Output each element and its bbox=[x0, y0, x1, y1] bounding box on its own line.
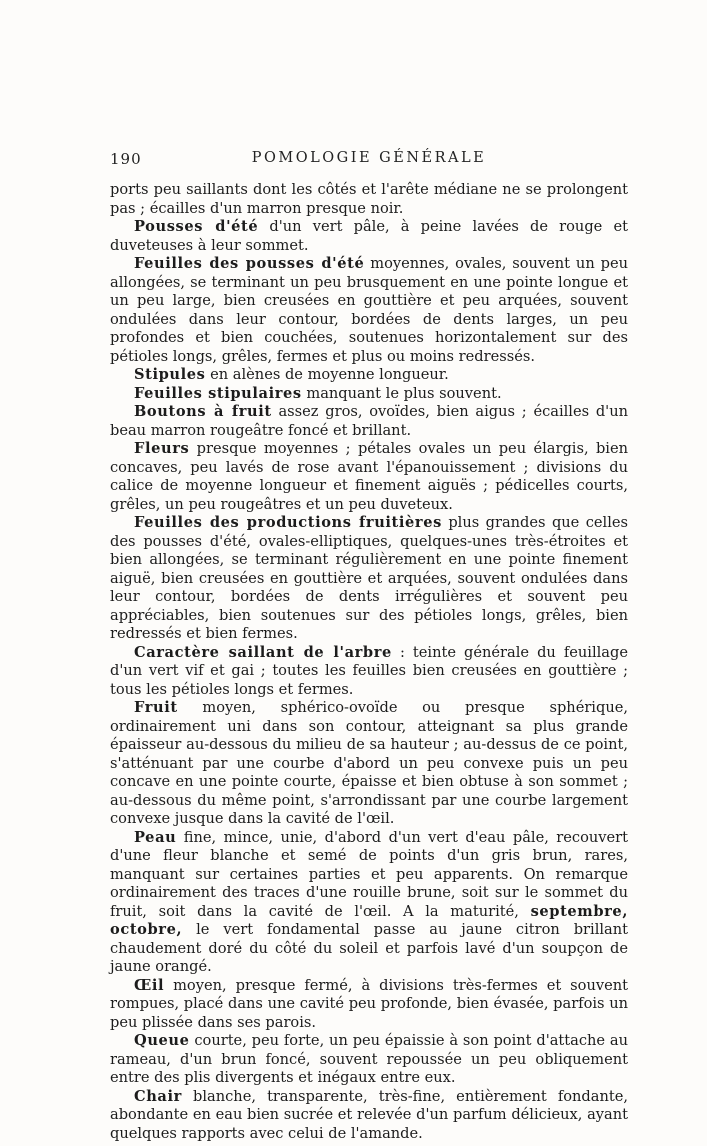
paragraph-lead: Caractère saillant de l'arbre bbox=[134, 643, 392, 661]
paragraph-text: blanche, transparente, très-fine, entièrement fondante, abondante en eau bien sucrée et relevée d'un parfum délicieux, ayant quelques rapports avec celui de l'amande. bbox=[110, 1087, 628, 1142]
paragraph-text: d'un vert pâle, à peine lavées de rouge et duveteuses à leur sommet. bbox=[110, 218, 628, 254]
paragraph-lead: Stipules bbox=[134, 366, 206, 383]
paragraph-inline-bold: septembre, octobre, bbox=[110, 902, 628, 938]
page-header bbox=[110, 150, 628, 172]
paragraph-lead: Fleurs bbox=[134, 440, 190, 457]
paragraph-text: courte, peu forte, un peu épaissie à son point d'attache au rameau, d'un brun foncé, souvent repoussée un peu obliquement entre des plis divergents et inégaux entre eux. bbox=[110, 1032, 628, 1086]
paragraph-lead: Boutons à fruit bbox=[134, 403, 272, 420]
page-number: 190 bbox=[110, 150, 142, 168]
paragraph-text: le vert fondamental passe au jaune citron brillant chaudement doré du côté du soleil et parfois lavé d'un soupçon de jaune orangé. bbox=[110, 921, 628, 975]
paragraph bbox=[110, 644, 628, 700]
paragraph-text: manquant le plus souvent. bbox=[301, 384, 502, 402]
paragraph-text: moyen, sphérico-ovoïde ou presque sphérique, ordinairement uni dans son contour, atteignant sa plus grande épaisseur au-dessous du milieu de sa hauteur ; au-dessus de ce point, s'atténuant par une courbe d'abord un peu convexe puis un peu concave en une pointe courte, épaisse et bien obtuse à son sommet ; au-dessous du même point, s'arrondissant par une courbe largement convexe jusque dans la cavité de l'œil. bbox=[110, 699, 628, 827]
paragraph bbox=[110, 255, 628, 366]
paragraph bbox=[110, 829, 628, 977]
paragraph-text: moyennes, ovales, souvent un peu allongées, se terminant un peu brusquement en une pointe longue et un peu large, bien creusées en gouttière et peu arquées, souvent ondulées dans leur contour, bordées de dents larges, un peu profondes et bien couchées, soutenues horizontalement sur des pétioles longs, grêles, fermes et plus ou moins redressés. bbox=[110, 255, 628, 365]
paragraph bbox=[110, 440, 628, 514]
paragraph-lead: Feuilles des pousses d'été bbox=[134, 255, 365, 272]
text-block bbox=[110, 181, 628, 1143]
paragraph bbox=[110, 366, 628, 385]
paragraph-lead: Feuilles stipulaires bbox=[134, 384, 302, 402]
paragraph-lead: Chair bbox=[134, 1087, 182, 1105]
paragraph bbox=[110, 218, 628, 255]
paragraph-text: assez gros, ovoïdes, bien aigus ; écailles d'un beau marron rougeâtre foncé et brillant. bbox=[110, 403, 628, 439]
paragraph bbox=[110, 403, 628, 440]
paragraph-text: presque moyennes ; pétales ovales un peu élargis, bien concaves, peu lavés de rose avant l'épanouissement ; divisions du calice de moyenne longueur et finement aiguës ; pédicelles courts, grêles, un peu rougeâtres et un peu duveteux. bbox=[110, 440, 628, 513]
paragraph bbox=[110, 514, 628, 644]
paragraph bbox=[110, 699, 628, 829]
paragraph-lead: Œil bbox=[134, 976, 165, 994]
paragraph bbox=[110, 977, 628, 1033]
paragraph-text: en alènes de moyenne longueur. bbox=[205, 366, 449, 383]
paragraph-lead: Queue bbox=[134, 1032, 190, 1049]
paragraph-lead: Feuilles des productions fruitières bbox=[134, 514, 442, 531]
paragraph-lead: Peau bbox=[134, 828, 177, 846]
paragraph bbox=[110, 1032, 628, 1088]
running-title: POMOLOGIE GÉNÉRALE bbox=[251, 150, 487, 166]
paragraph-lead: Pousses d'été bbox=[134, 218, 259, 235]
paragraph bbox=[110, 385, 628, 404]
paragraph-text: fine, mince, unie, d'abord d'un vert d'eau pâle, recouvert d'une fleur blanche et semé de points d'un gris brun, rares, manquant sur certaines parties et peu apparents. On remarque ordinairement des traces d'une rouille brune, soit sur le sommet du fruit, soit dans la cavité de l'œil. A la maturité, bbox=[110, 828, 628, 920]
paragraph-text: : teinte générale du feuillage d'un vert vif et gai ; toutes les feuilles bien creusées en gouttière ; tous les pétioles longs et fermes. bbox=[110, 643, 628, 698]
paragraph bbox=[110, 1088, 628, 1144]
paragraph-text: ports peu saillants dont les côtés et l'arête médiane ne se prolongent pas ; écailles d'un marron presque noir. bbox=[110, 181, 628, 217]
paragraph-lead: Fruit bbox=[134, 699, 178, 716]
paragraph-text: moyen, presque fermé, à divisions très-fermes et souvent rompues, placé dans une cavité peu profonde, bien évasée, parfois un peu plissée dans ses parois. bbox=[110, 976, 628, 1031]
paragraph-text: plus grandes que celles des pousses d'été, ovales-elliptiques, quelques-unes très-étroites et bien allongées, se terminant régulièrement en une pointe finement aiguë, bien creusées en gouttière et arquées, souvent ondulées dans leur contour, bordées de dents irrégulières et souvent peu appréciables, bien soutenues sur des pétioles longs, grêles, bien redressés et bien fermes. bbox=[110, 514, 628, 642]
paragraph bbox=[110, 181, 628, 218]
